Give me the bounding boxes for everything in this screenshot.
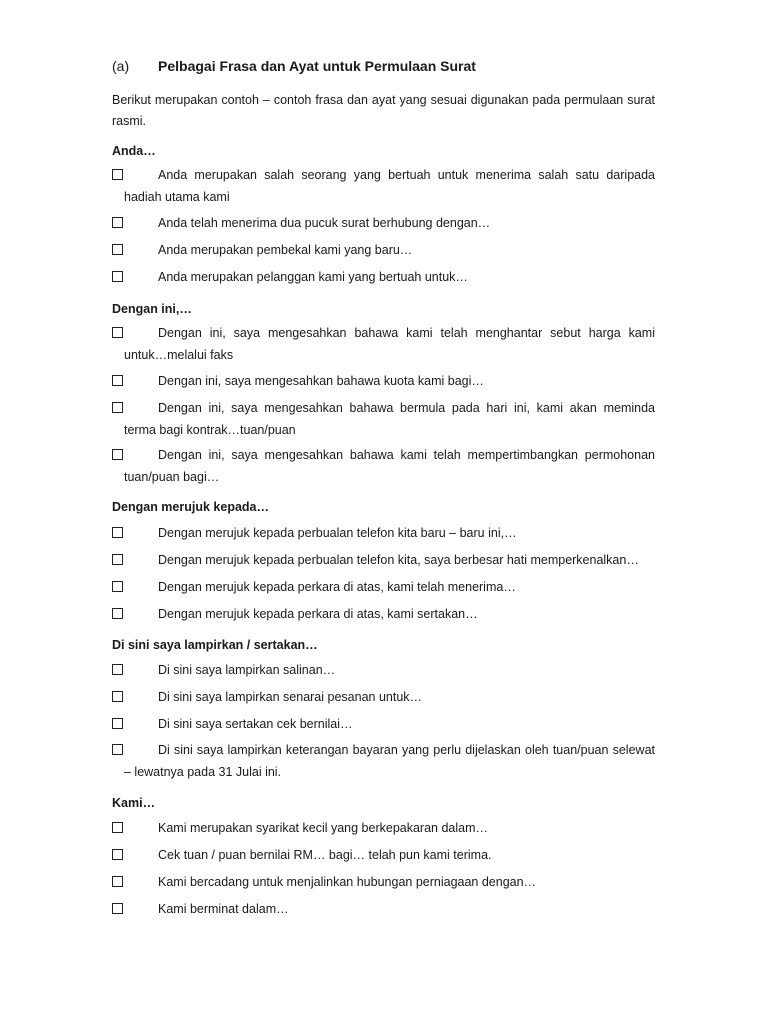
item-text-line1: Di sini saya lampirkan keterangan bayaran yang perlu dijelaskan oleh tuan/puan selewat (158, 743, 655, 757)
list-item (112, 739, 655, 783)
list-item (112, 686, 655, 708)
list-item (112, 898, 655, 920)
item-text: Di sini saya lampirkan salinan… (158, 663, 336, 677)
item-text-line2: tuan/puan bagi… (124, 470, 220, 484)
section-title-dengan-ini: Dengan ini,… (112, 302, 192, 316)
item-text: Dengan merujuk kepada perkara di atas, kami telah menerima… (158, 580, 516, 594)
checkbox-bullet-icon (112, 244, 123, 255)
item-text-line1: Anda merupakan salah seorang yang bertuah untuk menerima salah satu daripada (158, 168, 655, 182)
checkbox-bullet-icon (112, 169, 123, 180)
section-title-kami: Kami… (112, 796, 156, 810)
item-text: Kami merupakan syarikat kecil yang berkepakaran dalam… (158, 821, 489, 835)
section-title-di-sini: Di sini saya lampirkan / sertakan… (112, 638, 318, 652)
list-item (112, 164, 655, 208)
item-text-line2: terma bagi kontrak…tuan/puan (124, 423, 296, 437)
checkbox-bullet-icon (112, 375, 123, 386)
item-text: Dengan merujuk kepada perbualan telefon kita baru – baru ini,… (158, 526, 517, 540)
list-item (112, 844, 655, 866)
checkbox-bullet-icon (112, 876, 123, 887)
checkbox-bullet-icon (112, 217, 123, 228)
list-item (112, 444, 655, 488)
list-item (112, 370, 655, 392)
item-text-line1: Dengan ini, saya mengesahkan bahawa kami telah menghantar sebut harga kami (158, 326, 655, 340)
list-item (112, 549, 655, 571)
heading-label: (a) (112, 58, 130, 74)
list-item (112, 576, 655, 598)
checkbox-bullet-icon (112, 271, 123, 282)
item-text-line2: hadiah utama kami (124, 190, 230, 204)
item-text-line2: untuk…melalui faks (124, 348, 234, 362)
item-text: Dengan ini, saya mengesahkan bahawa kuota kami bagi… (158, 374, 484, 388)
item-text: Kami berminat dalam… (158, 902, 289, 916)
list-item (112, 603, 655, 625)
list-item (112, 871, 655, 893)
item-text-line2: – lewatnya pada 31 Julai ini. (124, 765, 282, 779)
list-item (112, 522, 655, 544)
list-item (112, 266, 655, 288)
item-text: Anda merupakan pembekal kami yang baru… (158, 243, 413, 257)
checkbox-bullet-icon (112, 554, 123, 565)
checkbox-bullet-icon (112, 527, 123, 538)
checkbox-bullet-icon (112, 744, 123, 755)
checkbox-bullet-icon (112, 822, 123, 833)
checkbox-bullet-icon (112, 449, 123, 460)
heading-title: Pelbagai Frasa dan Ayat untuk Permulaan Surat (158, 58, 476, 74)
checkbox-bullet-icon (112, 402, 123, 413)
list-item (112, 239, 655, 261)
checkbox-bullet-icon (112, 903, 123, 914)
list-item (112, 397, 655, 441)
checkbox-bullet-icon (112, 327, 123, 338)
item-text: Anda telah menerima dua pucuk surat berhubung dengan… (158, 216, 491, 230)
list-item (112, 322, 655, 366)
checkbox-bullet-icon (112, 691, 123, 702)
list-item (112, 713, 655, 735)
list-item (112, 212, 655, 234)
checkbox-bullet-icon (112, 581, 123, 592)
checkbox-bullet-icon (112, 664, 123, 675)
item-text: Kami bercadang untuk menjalinkan hubungan perniagaan dengan… (158, 875, 537, 889)
item-text-line1: Dengan ini, saya mengesahkan bahawa bermula pada hari ini, kami akan meminda (158, 401, 655, 415)
item-text: Di sini saya sertakan cek bernilai… (158, 717, 353, 731)
item-text: Anda merupakan pelanggan kami yang bertuah untuk… (158, 270, 468, 284)
item-text: Di sini saya lampirkan senarai pesanan untuk… (158, 690, 423, 704)
section-title-dengan-merujuk: Dengan merujuk kepada… (112, 500, 269, 514)
item-text: Dengan merujuk kepada perkara di atas, kami sertakan… (158, 607, 478, 621)
section-title-anda: Anda… (112, 144, 156, 158)
list-item (112, 817, 655, 839)
checkbox-bullet-icon (112, 849, 123, 860)
item-text-line1: Dengan ini, saya mengesahkan bahawa kami telah mempertimbangkan permohonan (158, 448, 655, 462)
checkbox-bullet-icon (112, 608, 123, 619)
item-text: Dengan merujuk kepada perbualan telefon kita, saya berbesar hati memperkenalkan… (158, 553, 639, 567)
intro-paragraph: Berikut merupakan contoh – contoh frasa dan ayat yang sesuai digunakan pada permulaan surat rasmi. (112, 93, 655, 128)
item-text: Cek tuan / puan bernilai RM… bagi… telah pun kami terima. (158, 848, 492, 862)
list-item (112, 659, 655, 681)
checkbox-bullet-icon (112, 718, 123, 729)
